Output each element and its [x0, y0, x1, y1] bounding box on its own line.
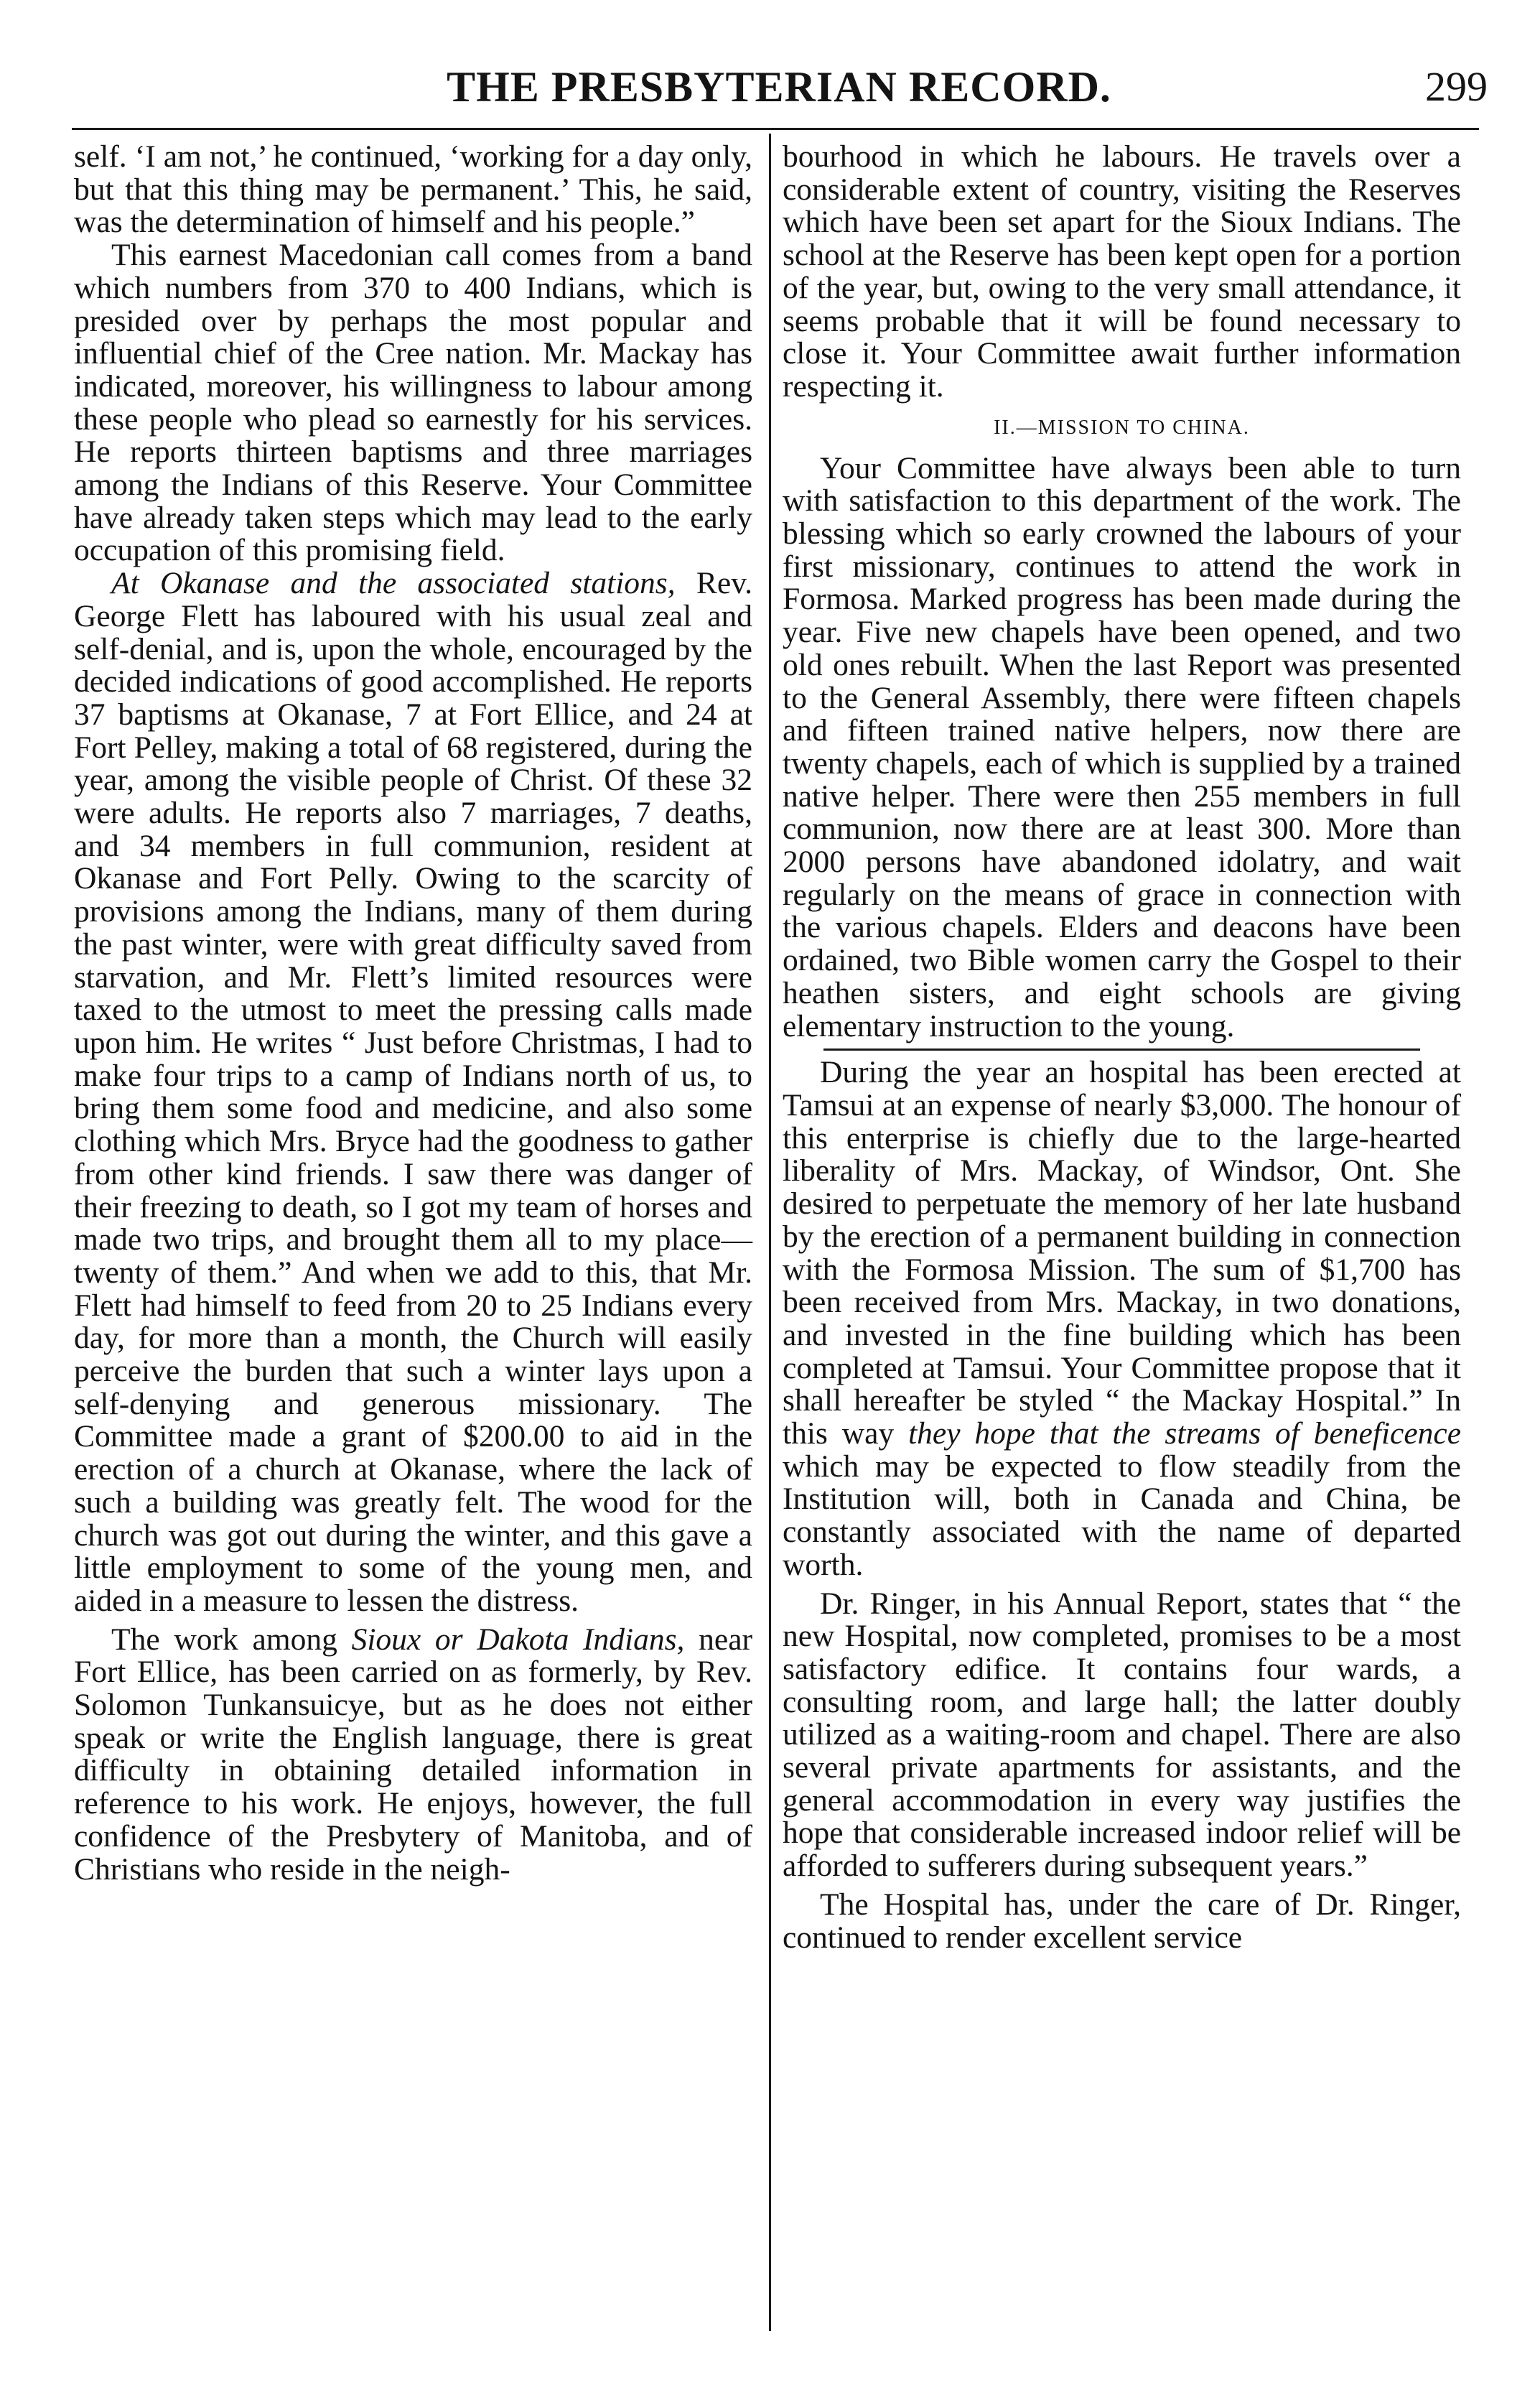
paragraph-text: During the year an hospital has been erected at Tamsui at an expense of nearly $3,000. The honour of this enterprise is chiefly due to the large-hearted liberality of Mrs. Mackay, of Windsor, Ont. She desired to perpetuate the memory of her late husband by the erection of a permanent building in connection with the Formosa Mission. The sum of $1,700 has been received from Mrs. Mackay, in two donations, and invested in the fine building which has been completed at Tamsui. Your Committee propose that it shall hereafter be styled “ the Mackay Hospital.” In this way: [783, 1055, 1461, 1451]
running-title: THE PRESBYTERIAN RECORD.: [447, 63, 1111, 111]
header-rule: [72, 128, 1479, 130]
paragraph-text: near Fort Ellice, has been carried on as formerly, by Rev. Solomon Tunkansuicye, but as he does not either speak or write the English language, there is great difficulty in obtaining detailed information in reference to his work. He enjoys, however, the full confidence of the Presbytery of Manitoba, and of Christians who reside in the neigh-: [74, 1622, 753, 1887]
italic-phrase: At Okanase and the associated stations,: [111, 566, 676, 601]
right-column: [783, 141, 1461, 1954]
paragraph: [783, 1056, 1461, 1581]
paragraph: Dr. Ringer, in his Annual Report, states that “ the new Hospital, now completed, promises to be a most satisfactory edifice. It contains four wards, a consulting room, and large hall; the latter doubly utilized as a waiting-room and chapel. There are also several private apartments for assistants, and the general accommodation in every way justifies the hope that considerable increased indoor relief will be afforded to sufferers during subsequent years.”: [783, 1586, 1461, 1884]
paragraph-text: Rev. George Flett has laboured with his usual zeal and self-denial, and is, upon the whole, encouraged by the decided indications of good accomplished. He reports 37 baptisms at Okanase, 7 at Fort Ellice, and 24 at Fort Pelley, making a total of 68 registered, during the year, among the visible people of Christ. Of these 32 were adults. He reports also 7 marriages, 7 deaths, and 34 members in full communion, resident at Okanase and Fort Pelly. Owing to the scarcity of provisions among the Indians, many of them during the past winter, were with great difficulty saved from starvation, and Mr. Flett’s limited resources were taxed to the utmost to meet the pressing calls made upon him. He writes “ Just before Christmas, I had to make four trips to a camp of Indians north of us, to bring them some food and medicine, and also some clothing which Mrs. Bryce had the goodness to gather from other kind friends. I saw there was danger of their freezing to death, so I got my team of horses and made two trips, and brought them all to my place—twenty of them.” And when we add to this, that Mr. Flett had himself to feed from 20 to 25 Indians every day, for more than a month, the Church will easily perceive the burden that such a winter lays upon a self-denying and generous missionary. The Committee made a grant of $200.00 to aid in the erection of a church at Okanase, where the lack of such a building was greatly felt. The wood for the church was got out during the winter, and this gave a little employment to some of the young men, and aided in a measure to lessen the distress.: [74, 566, 753, 1618]
left-column: [74, 141, 752, 1886]
italic-phrase: they hope that the streams of beneficence: [908, 1416, 1462, 1451]
paragraph: [74, 567, 752, 1618]
paragraph: bourhood in which he labours. He travels over a considerable extent of country, visiting the Reserves which have been set apart for the Sioux Indians. The school at the Reserve has been kept open for a portion of the year, but, owing to the very small attendance, it seems probable that it will be found necessary to close it. Your Committee await further information respecting it.: [783, 139, 1461, 404]
paragraph: This earnest Macedonian call comes from a band which numbers from 370 to 400 Indians, which is presided over by perhaps the most popular and influential chief of the Cree nation. Mr. Mackay has indicated, moreover, his willingness to labour among these people who plead so earnestly for his services. He reports thirteen baptisms and three marriages among the Indians of this Reserve. Your Committee have already taken steps which may lead to the early occupation of this promising field.: [74, 238, 752, 568]
page-header: [65, 59, 1493, 115]
paragraph: Your Committee have always been able to turn with satisfaction to this department of the work. The blessing which so early crowned the labours of your first missionary, continues to attend the work in Formosa. Marked progress has been made during the year. Five new chapels have been opened, and two old ones rebuilt. When the last Report was presented to the General Assembly, there were fifteen chapels and fifteen trained native helpers, now there are twenty chapels, each of which is supplied by a trained native helper. There were then 255 members in full communion, now there are at least 300. More than 2000 persons have abandoned idolatry, and wait regularly on the means of grace in connection with the various chapels. Elders and deacons have been ordained, two Bible women carry the Gospel to their heathen sisters, and eight schools are giving elementary instruction to the young.: [783, 450, 1461, 1043]
column-divider: [769, 134, 771, 2331]
paragraph: self. ‘I am not,’ he continued, ‘working for a day only, but that this thing may be permanent.’ This, he said, was the determination of himself and his people.”: [74, 139, 752, 240]
paragraph-tail: which may be expected to flow steadily from the Institution will, both in Canada and China, be constantly associated with the name of departed worth.: [783, 1449, 1461, 1582]
paragraph: The Hospital has, under the care of Dr. Ringer, continued to render excellent service: [783, 1887, 1461, 1955]
paragraph-lead: The work among: [111, 1622, 337, 1657]
section-heading: II.—MISSION TO CHINA.: [994, 416, 1250, 439]
page-number: 299: [1425, 63, 1488, 110]
section-rule: [823, 1048, 1421, 1051]
italic-phrase: Sioux or Dakota Indians,: [351, 1622, 685, 1657]
paragraph: [74, 1624, 752, 1887]
